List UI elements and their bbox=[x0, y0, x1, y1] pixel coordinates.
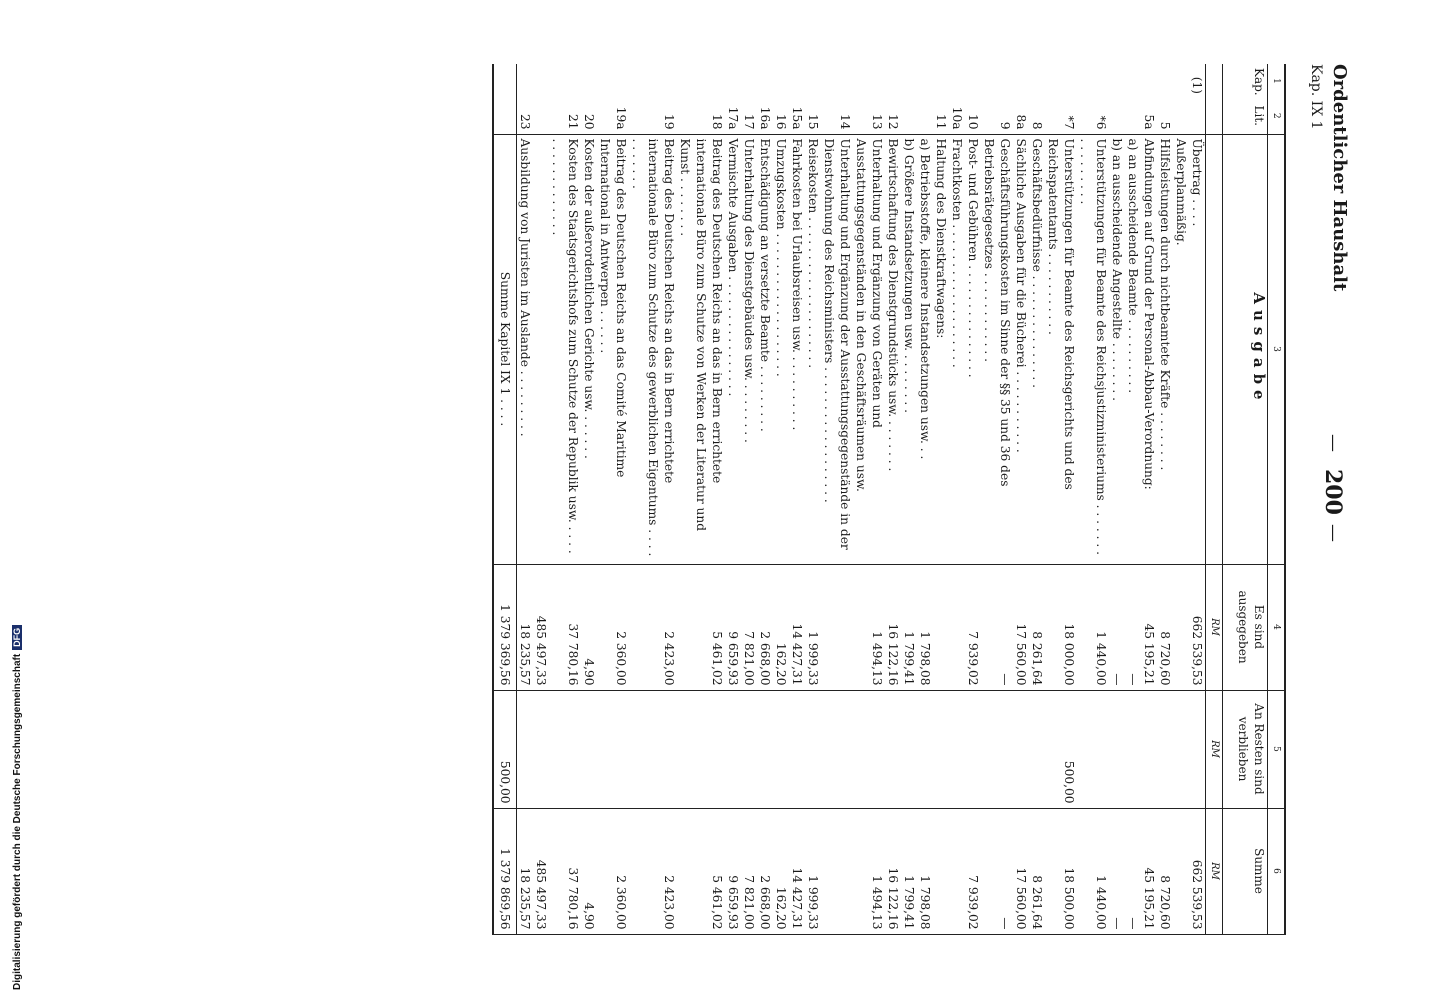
row-sum: 8 261,64 bbox=[1029, 808, 1045, 934]
table-row bbox=[965, 64, 981, 934]
rotated-page bbox=[70, 64, 1350, 934]
row-spent: 7 821,00 bbox=[741, 564, 757, 690]
row-spent: 662 539,53 bbox=[1189, 564, 1206, 690]
table-row bbox=[581, 64, 597, 934]
table-row bbox=[853, 64, 885, 934]
row-spent: — bbox=[1125, 564, 1141, 690]
row-sum: 1 798,08 bbox=[917, 808, 933, 934]
row-text bbox=[533, 134, 549, 564]
row-sum: — bbox=[1109, 808, 1125, 934]
row-kap bbox=[1045, 64, 1077, 98]
table-row bbox=[1189, 64, 1206, 934]
budget-table bbox=[492, 64, 1286, 935]
row-kap bbox=[1125, 64, 1141, 98]
row-remaining bbox=[805, 690, 821, 808]
table-row bbox=[725, 64, 741, 934]
colnum-4: 4 bbox=[1268, 564, 1286, 690]
row-sum: 18 235,57 bbox=[517, 808, 534, 934]
row-kap bbox=[821, 64, 853, 98]
table-row bbox=[517, 64, 534, 934]
row-spent: 1 999,33 bbox=[805, 564, 821, 690]
row-spent: — bbox=[1109, 564, 1125, 690]
row-lit bbox=[1125, 98, 1141, 134]
row-spent: 1 494,13 bbox=[853, 564, 885, 690]
row-kap bbox=[1013, 64, 1029, 98]
row-spent: 8 261,64 bbox=[1029, 564, 1045, 690]
row-kap bbox=[1029, 64, 1045, 98]
row-spent: 2 668,00 bbox=[757, 564, 773, 690]
table-row bbox=[917, 64, 933, 934]
row-text: Unterstützungen für Beamte des Reichsjustizministeriums . . . . . . . . . . . . . . . . bbox=[1077, 134, 1109, 564]
row-lit: 20 bbox=[582, 113, 596, 130]
row-sum: — bbox=[1125, 808, 1141, 934]
row-spent: 45 195,21 bbox=[1141, 564, 1157, 690]
row-sum bbox=[933, 808, 949, 934]
margin-strip bbox=[0, 0, 23, 1000]
table-row bbox=[805, 64, 821, 934]
row-lit bbox=[1189, 98, 1206, 134]
row-lit: *7 bbox=[1062, 115, 1076, 130]
page-number: 200 bbox=[1320, 469, 1346, 515]
row-remaining bbox=[965, 690, 981, 808]
row-remaining bbox=[597, 690, 629, 808]
digitization-note-text: Digitalisierung gefördert durch die Deutsche Forschungsgemeinschaft bbox=[12, 653, 23, 990]
row-kap bbox=[517, 64, 534, 98]
row-sum bbox=[1173, 808, 1189, 934]
row-text: Haltung des Dienstkraftwagens: bbox=[933, 134, 949, 564]
row-sum: 18 500,00 bbox=[1045, 808, 1077, 934]
row-sum: 37 780,16 bbox=[549, 808, 581, 934]
row-text: Entschädigung an versetzte Beamte . . . . . . . . . bbox=[757, 134, 773, 564]
row-text: Reisekosten . . . . . . . . . . . . . . . . . . . . bbox=[805, 134, 821, 564]
row-sum: 17 560,00 bbox=[1013, 808, 1029, 934]
total-label: Summe Kapitel IX 1 . . . . bbox=[493, 134, 517, 564]
row-sum bbox=[821, 808, 853, 934]
row-text: Umzugskosten . . . . . . . . . . . . . . . . . . . bbox=[773, 134, 789, 564]
row-kap bbox=[773, 64, 789, 98]
row-remaining bbox=[1109, 690, 1125, 808]
table-row bbox=[1045, 64, 1077, 934]
header-ausgabe: Ausgabe bbox=[1223, 134, 1268, 564]
unit-row bbox=[1206, 64, 1223, 934]
row-remaining bbox=[933, 690, 949, 808]
row-kap bbox=[1141, 64, 1157, 98]
row-remaining bbox=[1013, 690, 1029, 808]
row-text: b) Größere Instandsetzungen usw. . . . . . . . . bbox=[901, 134, 917, 564]
row-kap bbox=[581, 64, 597, 98]
table-row bbox=[677, 64, 725, 934]
row-lit: 21 bbox=[566, 113, 580, 130]
row-spent: 17 560,00 bbox=[1013, 564, 1029, 690]
row-lit: 12 bbox=[886, 113, 900, 130]
table-row bbox=[1141, 64, 1157, 934]
row-text: Bewirtschaftung des Dienstgrundstücks usw. . . . . . . . bbox=[885, 134, 901, 564]
row-sum: 14 427,31 bbox=[789, 808, 805, 934]
row-sum: 45 195,21 bbox=[1141, 808, 1157, 934]
header-dash-left: — bbox=[1323, 434, 1344, 452]
row-kap bbox=[757, 64, 773, 98]
row-remaining bbox=[981, 690, 1013, 808]
page-title: Ordentlicher Haushalt bbox=[1329, 64, 1350, 292]
row-kap: (1) bbox=[1190, 76, 1204, 94]
row-sum: 1 799,41 bbox=[901, 808, 917, 934]
row-lit: 17 bbox=[742, 113, 756, 130]
row-text: Post- und Gebühren . . . . . . . . . . . . . . . bbox=[965, 134, 981, 564]
row-text: Unterstützungen für Beamte des Reichsgerichts und des Reichspatentamts . . . . . . . . . . . bbox=[1045, 134, 1077, 564]
table-row bbox=[1125, 64, 1141, 934]
row-sum: — bbox=[981, 808, 1013, 934]
row-sum: 5 461,02 bbox=[677, 808, 725, 934]
colnum-6: 6 bbox=[1268, 808, 1286, 934]
row-sum: 9 659,93 bbox=[725, 808, 741, 934]
row-text: Ausbildung von Juristen im Auslande . . . . . . . . . bbox=[517, 134, 534, 564]
table-row bbox=[949, 64, 965, 934]
unit-remaining: RM bbox=[1206, 690, 1223, 808]
row-text: Fahrkosten bei Urlaubsreisen usw. . . . . . . . . . . bbox=[789, 134, 805, 564]
row-sum: 7 821,00 bbox=[741, 808, 757, 934]
total-remaining: 500,00 bbox=[493, 690, 517, 808]
row-spent: 2 360,00 bbox=[597, 564, 629, 690]
row-kap bbox=[789, 64, 805, 98]
row-sum: 4,90 bbox=[581, 808, 597, 934]
row-sum: 1 494,13 bbox=[853, 808, 885, 934]
table-row bbox=[1157, 64, 1173, 934]
row-lit: 11 bbox=[934, 113, 948, 130]
column-number-row bbox=[1268, 64, 1286, 934]
row-text: Sächliche Ausgaben für die Bücherei . . . . . . . . . . . bbox=[1013, 134, 1029, 564]
row-remaining bbox=[901, 690, 917, 808]
row-remaining bbox=[549, 690, 581, 808]
unit-spent: RM bbox=[1206, 564, 1223, 690]
row-remaining bbox=[1157, 690, 1173, 808]
row-remaining bbox=[1125, 690, 1141, 808]
row-sum: 2 360,00 bbox=[597, 808, 629, 934]
row-kap bbox=[629, 64, 677, 98]
row-spent bbox=[1173, 564, 1189, 690]
unit-empty-3 bbox=[1206, 134, 1223, 564]
row-text: Geschäftsführungskosten im Sinne der §§ 35 und 36 des Betriebsrätegesetzes . . . . . . . . . . . . bbox=[981, 134, 1013, 564]
total-empty-1 bbox=[493, 64, 517, 98]
row-lit bbox=[917, 98, 933, 134]
row-lit bbox=[1109, 98, 1125, 134]
row-spent: 2 423,00 bbox=[629, 564, 677, 690]
row-lit: 15a bbox=[790, 106, 804, 130]
header-remaining: An Resten sind verblieben bbox=[1223, 690, 1268, 808]
table-body bbox=[517, 64, 1206, 934]
row-spent: 8 720,60 bbox=[1157, 564, 1173, 690]
row-spent: 5 461,02 bbox=[677, 564, 725, 690]
row-text: Beitrag des Deutschen Reichs an das Comité Maritime International in Antwerpen . . . . . . bbox=[597, 134, 629, 564]
row-spent: 18 235,57 bbox=[517, 564, 534, 690]
row-lit: 13 bbox=[870, 113, 884, 130]
row-remaining bbox=[581, 690, 597, 808]
table-row bbox=[549, 64, 581, 934]
total-row bbox=[493, 64, 517, 934]
table-row bbox=[901, 64, 917, 934]
row-text: a) an ausscheidende Beamte . . . . . . . . . . bbox=[1125, 134, 1141, 564]
row-spent: 14 427,31 bbox=[789, 564, 805, 690]
row-kap bbox=[549, 64, 581, 98]
row-remaining bbox=[821, 690, 853, 808]
digitization-note bbox=[12, 625, 23, 990]
header-spent: Es sind ausgegeben bbox=[1223, 564, 1268, 690]
row-text: Außerplanmäßig. bbox=[1173, 134, 1189, 564]
row-lit: 17a bbox=[726, 106, 740, 130]
row-lit: 14 bbox=[838, 113, 852, 130]
row-lit: 10 bbox=[966, 113, 980, 130]
header-sum: Summe bbox=[1223, 808, 1268, 934]
row-lit: 15 bbox=[806, 113, 820, 130]
row-remaining bbox=[917, 690, 933, 808]
row-sum: 7 939,02 bbox=[965, 808, 981, 934]
table-row bbox=[533, 64, 549, 934]
row-sum: 162,20 bbox=[773, 808, 789, 934]
row-remaining bbox=[757, 690, 773, 808]
row-remaining bbox=[533, 690, 549, 808]
table-row bbox=[1013, 64, 1029, 934]
unit-empty-1 bbox=[1206, 64, 1223, 98]
row-lit: 19a bbox=[614, 106, 628, 130]
row-kap bbox=[741, 64, 757, 98]
header-row bbox=[1223, 64, 1268, 934]
page-header bbox=[1290, 64, 1350, 934]
header-lit: Lit. bbox=[1223, 98, 1268, 134]
row-spent: 1 799,41 bbox=[901, 564, 917, 690]
row-kap bbox=[901, 64, 917, 98]
row-sum: 662 539,53 bbox=[1189, 808, 1206, 934]
row-kap bbox=[725, 64, 741, 98]
row-lit: 10a bbox=[950, 106, 964, 130]
table-row bbox=[773, 64, 789, 934]
row-kap bbox=[949, 64, 965, 98]
row-text: Unterhaltung des Dienstgebäudes usw. . . . . . . . . bbox=[741, 134, 757, 564]
row-remaining bbox=[725, 690, 741, 808]
row-kap bbox=[533, 64, 549, 98]
row-spent bbox=[933, 564, 949, 690]
row-kap bbox=[917, 64, 933, 98]
header-dash-right: — bbox=[1323, 524, 1344, 542]
row-remaining bbox=[741, 690, 757, 808]
row-remaining bbox=[789, 690, 805, 808]
total-empty-2 bbox=[493, 98, 517, 134]
row-lit bbox=[533, 98, 549, 134]
row-kap bbox=[885, 64, 901, 98]
row-kap bbox=[1157, 64, 1173, 98]
row-remaining bbox=[1189, 690, 1206, 808]
row-kap bbox=[933, 64, 949, 98]
row-lit bbox=[901, 98, 917, 134]
row-kap bbox=[1109, 64, 1125, 98]
row-text: Geschäftsbedürfnisse . . . . . . . . . . . . . . . bbox=[1029, 134, 1045, 564]
row-lit: 16a bbox=[758, 106, 772, 130]
row-remaining bbox=[1077, 690, 1109, 808]
row-text: a) Betriebsstoffe, kleinere Instandsetzungen usw. . . bbox=[917, 134, 933, 564]
table-row bbox=[885, 64, 901, 934]
row-lit: 9 bbox=[998, 121, 1012, 130]
row-text: Unterhaltung und Ergänzung von Geräten und Ausstattungsgegenständen in den Geschäftsräumen usw. bbox=[853, 134, 885, 564]
row-sum: 485 497,33 bbox=[533, 808, 549, 934]
row-sum: 16 122,16 bbox=[885, 808, 901, 934]
table-row bbox=[757, 64, 773, 934]
row-kap bbox=[677, 64, 725, 98]
row-text: Übertrag . . . . bbox=[1189, 134, 1206, 564]
colnum-3: 3 bbox=[1268, 134, 1286, 564]
colnum-2: 2 bbox=[1268, 98, 1286, 134]
table-row bbox=[1173, 64, 1189, 934]
row-spent: 9 659,93 bbox=[725, 564, 741, 690]
row-spent: — bbox=[981, 564, 1013, 690]
dfg-logo: DFG bbox=[12, 625, 22, 650]
row-text: Abfindungen auf Grund der Personal-Abbau-Verordnung: bbox=[1141, 134, 1157, 564]
table-row bbox=[741, 64, 757, 934]
unit-empty-2 bbox=[1206, 98, 1223, 134]
row-kap bbox=[1173, 64, 1189, 98]
row-text: Unterhaltung und Ergänzung der Ausstattungsgegenstände in der Dienstwohnung des Reichsministers . . . . . . . . . . . . . . . . . . bbox=[821, 134, 853, 564]
table-row bbox=[1029, 64, 1045, 934]
colnum-5: 5 bbox=[1268, 690, 1286, 808]
row-text: b) an ausscheidende Angestellte . . . . . . . . bbox=[1109, 134, 1125, 564]
row-spent: 1 798,08 bbox=[917, 564, 933, 690]
row-spent: 4,90 bbox=[581, 564, 597, 690]
row-spent: 37 780,16 bbox=[549, 564, 581, 690]
row-spent: 7 939,02 bbox=[965, 564, 981, 690]
row-lit: *6 bbox=[1094, 115, 1108, 130]
row-kap bbox=[965, 64, 981, 98]
row-text: Kosten des Staatsgerichtshofs zum Schutze der Republik usw. . . . . . . . . . . . . . . . . . bbox=[549, 134, 581, 564]
row-lit: 18 bbox=[710, 113, 724, 130]
row-text: Vermischte Ausgaben . . . . . . . . . . . . . . . . bbox=[725, 134, 741, 564]
row-sum: 8 720,60 bbox=[1157, 808, 1173, 934]
row-text: Kosten der außerordentlichen Gerichte usw. . . . . . . bbox=[581, 134, 597, 564]
row-remaining bbox=[853, 690, 885, 808]
row-remaining bbox=[629, 690, 677, 808]
total-spent: 1 379 369,56 bbox=[493, 564, 517, 690]
row-remaining bbox=[677, 690, 725, 808]
row-kap bbox=[1077, 64, 1109, 98]
row-lit: 23 bbox=[518, 113, 532, 130]
row-sum: 1 999,33 bbox=[805, 808, 821, 934]
row-remaining bbox=[1173, 690, 1189, 808]
row-remaining bbox=[1029, 690, 1045, 808]
table-row bbox=[1109, 64, 1125, 934]
header-kap: Kap. bbox=[1223, 64, 1268, 98]
row-sum: 2 423,00 bbox=[629, 808, 677, 934]
table-row bbox=[1077, 64, 1109, 934]
row-text: Beitrag des Deutschen Reichs an das in Bern errichtete internationale Büro zum Schutze des gewerblichen Eigentums . . . . . . . . . . . bbox=[629, 134, 677, 564]
row-lit: 8a bbox=[1014, 114, 1028, 130]
row-remaining bbox=[1141, 690, 1157, 808]
row-lit: 8 bbox=[1030, 121, 1044, 130]
row-spent: 18 000,00 bbox=[1045, 564, 1077, 690]
row-remaining bbox=[949, 690, 965, 808]
row-spent: 485 497,33 bbox=[533, 564, 549, 690]
table-row bbox=[981, 64, 1013, 934]
table-row bbox=[821, 64, 853, 934]
table-row bbox=[789, 64, 805, 934]
row-sum: 1 440,00 bbox=[1077, 808, 1109, 934]
row-spent bbox=[821, 564, 853, 690]
table-row bbox=[597, 64, 629, 934]
table-row bbox=[629, 64, 677, 934]
row-kap bbox=[597, 64, 629, 98]
unit-sum: RM bbox=[1206, 808, 1223, 934]
row-lit: 19 bbox=[662, 113, 676, 130]
row-kap bbox=[853, 64, 885, 98]
row-spent: 162,20 bbox=[773, 564, 789, 690]
row-sum bbox=[949, 808, 965, 934]
row-kap bbox=[805, 64, 821, 98]
total-sum: 1 379 869,56 bbox=[493, 808, 517, 934]
row-lit bbox=[1173, 98, 1189, 134]
row-kap bbox=[981, 64, 1013, 98]
row-text: Frachtkosten . . . . . . . . . . . . . . . . . . . bbox=[949, 134, 965, 564]
row-text: Beitrag des Deutschen Reichs an das in Bern errichtete internationale Büro zum Schutze von Werken der Literatur und Kunst . . . . . . . . bbox=[677, 134, 725, 564]
row-remaining: 500,00 bbox=[1045, 690, 1077, 808]
row-spent: 1 440,00 bbox=[1077, 564, 1109, 690]
row-spent: 16 122,16 bbox=[885, 564, 901, 690]
row-text: Hilfsleistungen durch nichtbeamtete Kräfte . . . . . . . . bbox=[1157, 134, 1173, 564]
row-remaining bbox=[773, 690, 789, 808]
row-sum: 2 668,00 bbox=[757, 808, 773, 934]
colnum-1: 1 bbox=[1268, 64, 1286, 98]
row-remaining bbox=[517, 690, 534, 808]
row-remaining bbox=[885, 690, 901, 808]
page-subtitle: Kap. IX 1 bbox=[1308, 64, 1324, 130]
row-spent bbox=[949, 564, 965, 690]
table-row bbox=[933, 64, 949, 934]
row-lit: 5 bbox=[1158, 121, 1172, 130]
row-lit: 16 bbox=[774, 113, 788, 130]
row-lit: 5a bbox=[1142, 114, 1156, 130]
